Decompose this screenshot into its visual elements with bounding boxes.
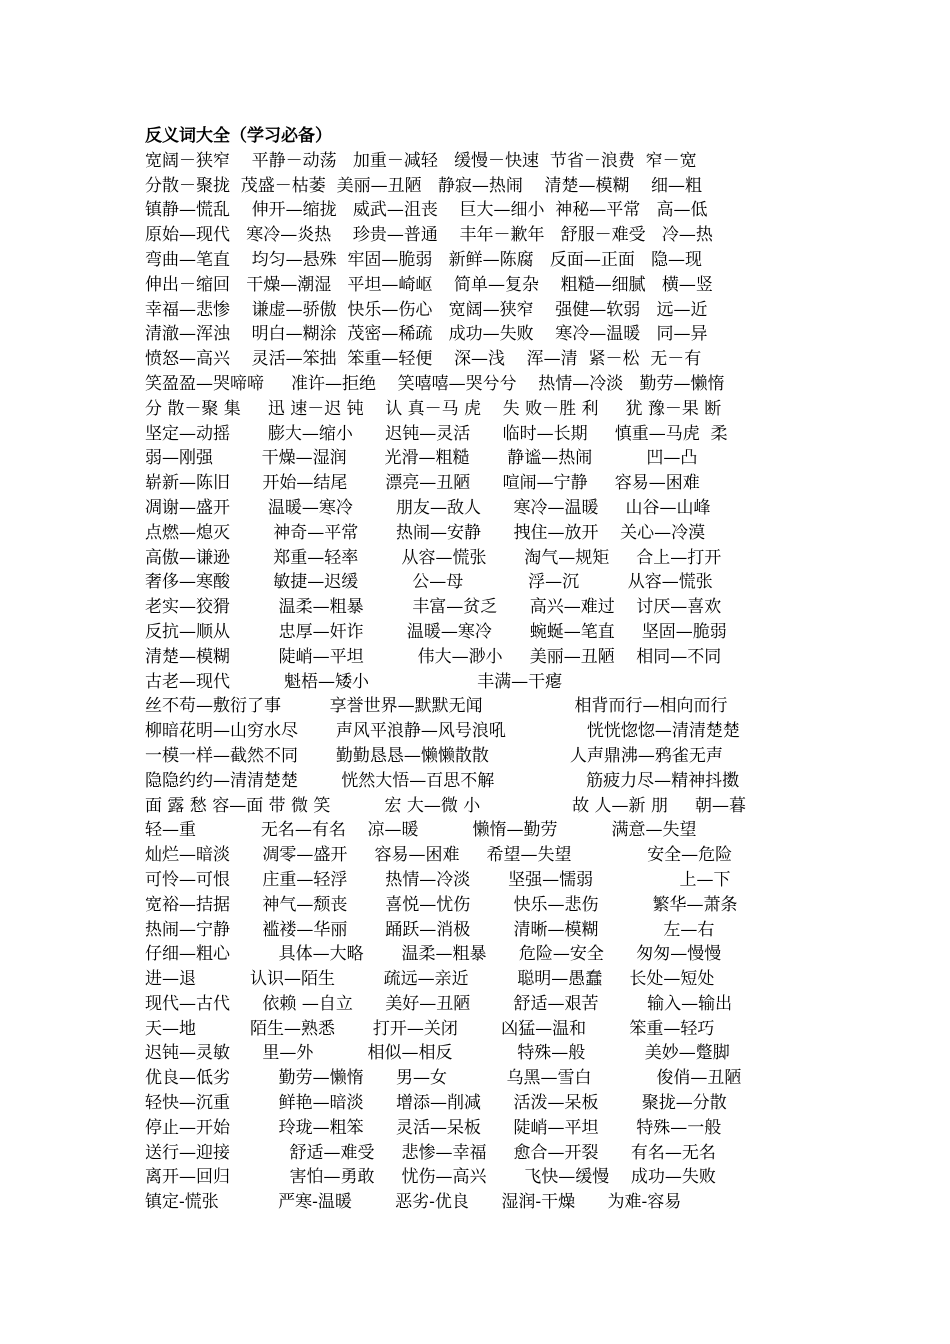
antonym-line: 清澈—浑浊 明白—糊涂 茂密—稀疏 成功—失败 寒冷—温暖 同—异	[145, 324, 708, 345]
antonym-line: 分散－聚拢 茂盛－枯萎 美丽—丑陋 静寂—热闹 清楚—模糊 细—粗	[145, 175, 703, 196]
antonym-line: 热闹—宁静 褴褛—华丽 踊跃—消极 清晰—模糊 左—右	[145, 919, 715, 940]
antonym-line: 坚定—动摇 膨大—缩小 迟钝—灵活 临时—长期 慎重—马虎 柔	[145, 423, 728, 444]
antonym-line: 崭新—陈旧 开始—结尾 漂亮—丑陋 喧闹—宁静 容易—困难	[145, 473, 700, 494]
antonym-line: 仔细—粗心 具体—大略 温柔—粗暴 危险—安全 匆匆—慢慢	[145, 944, 722, 965]
antonym-line: 弱—刚强 干燥—湿润 光滑—粗糙 静谧—热闹 凹—凸	[145, 448, 698, 469]
antonym-line: 镇定-慌张 严寒-温暖 恶劣-优良 湿润-干燥 为难-容易	[145, 1192, 682, 1213]
antonym-line: 轻快—沉重 鲜艳—暗淡 增添—削减 活泼—呆板 聚拢—分散	[145, 1093, 727, 1114]
antonym-line: 清楚—模糊 陡峭—平坦 伟大—渺小 美丽—丑陋 相同—不同	[145, 646, 722, 667]
antonym-line: 分 散－聚 集 迅 速－迟 钝 认 真－马 虎 失 败－胜 利 犹 豫－果 断	[145, 398, 722, 419]
antonym-line: 迟钝—灵敏 里—外 相似—相反 特殊—般 美妙—蹩脚	[145, 1043, 730, 1064]
antonym-line: 愤怒—高兴 灵活—笨拙 笨重—轻便 深—浅 浑—清 紧－松 无－有	[145, 349, 702, 370]
antonym-line: 现代—古代 依赖 —自立 美好—丑陋 舒适—艰苦 输入—输出	[145, 993, 733, 1014]
antonym-line: 天—地 陌生—熟悉 打开—关闭 凶猛—温和 笨重—轻巧	[145, 1018, 715, 1039]
antonym-line: 可怜—可恨 庄重—轻浮 热情—冷淡 坚强—懦弱 上—下	[145, 869, 731, 890]
antonym-line: 伸出－缩回 干燥—潮湿 平坦—崎岖 简单—复杂 粗糙—细腻 横—竖	[145, 274, 713, 295]
antonym-line: 柳暗花明—山穷水尽 声风平浪静—风号浪吼 恍恍惚惚—清清楚楚	[145, 721, 740, 742]
antonym-line: 老实—狡猾 温柔—粗暴 丰富—贫乏 高兴—难过 讨厌—喜欢	[145, 597, 722, 618]
antonym-line: 笑盈盈—哭啼啼 准许—拒绝 笑嘻嘻—哭兮兮 热情—冷淡 勤劳—懒惰	[145, 373, 725, 394]
antonym-line: 凋谢—盛开 温暖—寒冷 朋友—敌人 寒冷—温暖 山谷—山峰	[145, 497, 711, 518]
antonym-line: 镇静—慌乱 伸开—缩拢 威武—沮丧 巨大—细小 神秘—平常 高—低	[145, 200, 708, 221]
antonym-line: 轻—重 无名—有名 凉—暖 懒惰—勤劳 满意—失望	[145, 820, 697, 841]
antonym-line: 离开—回归 害怕—勇敢 忧伤—高兴 飞快—缓慢 成功—失败	[145, 1167, 716, 1188]
antonym-line: 隐隐约约—清清楚楚 恍然大悟—百思不解 筋疲力尽—精神抖擞	[145, 770, 740, 791]
antonym-line: 面 露 愁 容—面 带 微 笑 宏 大—微 小 故 人—新 朋 朝—暮	[145, 795, 746, 816]
antonym-line: 进—退 认识—陌生 疏远—亲近 聪明—愚蠢 长处—短处	[145, 969, 715, 990]
antonym-line: 幸福—悲惨 谦虚—骄傲 快乐—伤心 宽阔—狭窄 强健—软弱 远—近	[145, 299, 708, 320]
antonym-line: 送行—迎接 舒适—难受 悲惨—幸福 愈合—开裂 有名—无名	[145, 1142, 716, 1163]
antonym-line: 优良—低劣 勤劳—懒惰 男—女 乌黑—雪白 俊俏—丑陋	[145, 1068, 742, 1089]
antonym-line: 奢侈—寒酸 敏捷—迟缓 公—母 浮—沉 从容—慌张	[145, 572, 713, 593]
antonym-line: 弯曲—笔直 均匀—悬殊 牢固—脆弱 新鲜—陈腐 反面—正面 隐—现	[145, 249, 703, 270]
antonym-line: 灿烂—暗淡 凋零—盛开 容易—困难 希望—失望 安全—危险	[145, 845, 733, 866]
antonym-line: 古老—现代 魁梧—矮小 丰满—干瘪	[145, 671, 563, 692]
antonym-line: 高傲—谦逊 郑重—轻率 从容—慌张 淘气—规矩 合上—打开	[145, 547, 722, 568]
antonym-line: 点燃—熄灭 神奇—平常 热闹—安静 拽住—放开 关心—冷漠	[145, 522, 706, 543]
antonym-line: 丝不苟—敷衍了事 享誉世界—默默无闻 相背而行—相向而行	[145, 696, 728, 717]
antonym-line: 停止—开始 玲珑—粗笨 灵活—呆板 陡峭—平坦 特殊—一般	[145, 1117, 722, 1138]
antonym-line: 反抗—顺从 忠厚—奸诈 温暖—寒冷 蜿蜒—笔直 坚固—脆弱	[145, 621, 727, 642]
antonym-line: 宽阔－狭窄 平静－动荡 加重－减轻 缓慢－快速 节省－浪费 窄－宽	[145, 150, 697, 171]
antonym-line: 宽裕—拮据 神气—颓丧 喜悦—忧伤 快乐—悲伤 繁华—萧条	[145, 894, 738, 915]
document-page	[145, 124, 810, 1215]
antonym-list	[145, 149, 810, 1215]
antonym-line: 原始—现代 寒冷—炎热 珍贵—普通 丰年－歉年 舒服－难受 冷—热	[145, 225, 713, 246]
document-title: 反义词大全（学习必备）	[145, 126, 332, 146]
antonym-line: 一模一样—截然不同 勤勤恳恳—懒懒散散 人声鼎沸—鸦雀无声	[145, 745, 723, 766]
